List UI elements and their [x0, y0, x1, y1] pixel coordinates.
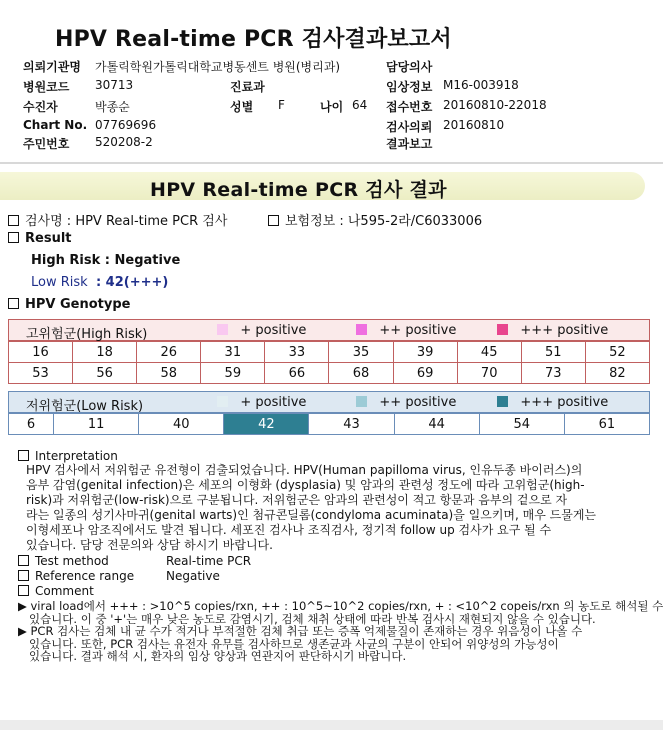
genotype-cell: 45 [457, 342, 521, 363]
header-label: 성별 [230, 100, 254, 114]
genotype-cell: 6 [9, 414, 54, 435]
reference-range: Reference range [18, 569, 134, 583]
table-row [9, 414, 650, 435]
genotype-cell: 43 [309, 414, 394, 435]
genotype-heading: HPV Genotype [8, 297, 130, 312]
genotype-cell: 68 [329, 363, 393, 384]
interpretation-line: HPV 검사에서 저위험군 유전형이 검출되었습니다. HPV(Human papilloma virus, 인유두종 바이러스)의 [26, 463, 583, 477]
legend-swatch [356, 396, 367, 407]
footer-band [0, 720, 663, 730]
genotype-cell: 56 [73, 363, 137, 384]
comment-line: 있습니다. 이 중 '+'는 매우 낮은 농도로 감염시기, 검체 채취 상태에 따라 반복 검사시 재현되지 않을 수 있습니다. [18, 611, 596, 626]
interpretation-line: 있습니다. 담당 전문의와 상담 하시기 바랍니다. [26, 538, 273, 552]
legend-swatch [217, 324, 228, 335]
checkbox-square-icon [8, 215, 19, 226]
genotype-cell: 39 [393, 342, 457, 363]
genotype-cell: 82 [585, 363, 649, 384]
header-label: 수진자 [23, 100, 58, 114]
genotype-cell: 35 [329, 342, 393, 363]
checkbox-square-icon [18, 555, 29, 566]
genotype-cell: 73 [521, 363, 585, 384]
test-method: Test method [18, 554, 109, 568]
interpretation-heading: Interpretation [18, 449, 118, 463]
table-row [9, 363, 650, 384]
comment-line: ▶ PCR 검사는 검체 내 균 수가 적거나 부적절한 검체 취급 또는 증폭 억제물질이 존재하는 경우 위음성이 나올 수 [18, 624, 583, 638]
genotype-cell-positive: 42 [224, 414, 309, 435]
age-value: 64 [352, 98, 368, 112]
high-risk-label: 고위험군(High Risk) [26, 327, 148, 342]
low-risk-header [8, 391, 650, 413]
legend-plus-plus-plus: +++ positive [497, 323, 608, 338]
result-heading: Result [8, 231, 72, 246]
comment-line: ▶ viral load에서 +++ : >10^5 copies/rxn, ++ : 10^5~10^2 copies/rxn, + : <10^2 copeis/rxn 의 농도로 해석될 수 [18, 599, 663, 613]
genotype-cell: 11 [54, 414, 139, 435]
header-value: 20160810-22018 [443, 98, 547, 112]
legend-plus-plus-plus: +++ positive [497, 395, 608, 410]
low-risk-result: Low Risk : 42(+++) [31, 275, 169, 290]
checkbox-square-icon [8, 298, 19, 309]
low-risk-label: 저위험군(Low Risk) [26, 399, 144, 414]
table-row [9, 342, 650, 363]
comment-line: 있습니다. 또한, PCR 검사는 유전자 유무를 검사하므로 생존균과 사균의 구분이 안되어 위양성의 가능성이 [18, 636, 559, 651]
comment-text [18, 599, 663, 663]
interpretation-line: risk)과 저위험군(low-risk)으로 구분됩니다. 저위험군은 암과의 관련성이 적고 항문과 음부의 겉으로 자 [26, 493, 568, 507]
genotype-cell: 26 [137, 342, 201, 363]
header-label: 검사의뢰 [386, 120, 433, 134]
header-value: 520208-2 [95, 135, 153, 149]
header-value: M16-003918 [443, 78, 519, 92]
header-label: 의뢰기관명 [23, 60, 81, 74]
genotype-cell: 44 [394, 414, 479, 435]
genotype-cell: 70 [457, 363, 521, 384]
genotype-cell: 31 [201, 342, 265, 363]
legend-swatch [497, 396, 508, 407]
checkbox-square-icon [18, 585, 29, 596]
header-label: Chart No. [23, 118, 88, 132]
genotype-cell: 16 [9, 342, 73, 363]
genotype-cell: 33 [265, 342, 329, 363]
genotype-cell: 51 [521, 342, 585, 363]
header-value: 30713 [95, 78, 134, 92]
interpretation-line: 음부 감염(genital infection)은 세포의 이형화 (dysplasia) 및 암과의 관련성 정도에 따라 고위험군(high- [26, 478, 585, 492]
genotype-cell: 18 [73, 342, 137, 363]
header-value: F [278, 98, 285, 112]
header-label: 접수번호 [386, 100, 433, 114]
checkbox-square-icon [18, 450, 29, 461]
high-risk-header [8, 319, 650, 341]
genotype-cell: 40 [139, 414, 224, 435]
genotype-cell: 61 [564, 414, 649, 435]
header-label: 병원코드 [23, 80, 70, 94]
high-risk-table [8, 341, 650, 384]
header-label: 임상정보 [386, 80, 433, 94]
legend-plus-plus: ++ positive [356, 323, 456, 338]
header-label: 주민번호 [23, 137, 70, 151]
exam-name: 검사명 : HPV Real-time PCR 검사 [8, 210, 227, 229]
genotype-cell: 59 [201, 363, 265, 384]
checkbox-square-icon [268, 215, 279, 226]
checkbox-square-icon [18, 570, 29, 581]
interpretation-text [26, 463, 638, 553]
legend-swatch [217, 396, 228, 407]
comment-line: 있습니다. 결과 해석 시, 환자의 임상 양상과 연관지어 판단하시기 바랍니다. [18, 649, 407, 663]
header-label: 결과보고 [386, 137, 433, 151]
insurance-info: 보험정보 : 나595-2라/C6033006 [268, 210, 482, 229]
genotype-cell: 69 [393, 363, 457, 384]
age-label: 나이 [320, 100, 344, 114]
legend-swatch [356, 324, 367, 335]
legend-swatch [497, 324, 508, 335]
header-value: 07769696 [95, 118, 157, 132]
high-risk-result: High Risk : Negative [31, 253, 181, 268]
legend-plus: + positive [217, 395, 306, 410]
legend-plus: + positive [217, 323, 306, 338]
header-label: 담당의사 [386, 60, 433, 74]
legend-plus-plus: ++ positive [356, 395, 456, 410]
low-risk-table [8, 413, 650, 435]
genotype-cell: 58 [137, 363, 201, 384]
genotype-cell: 54 [479, 414, 564, 435]
comment-heading: Comment [18, 584, 94, 598]
divider [0, 162, 663, 164]
test-method-value: Real-time PCR [166, 554, 252, 568]
header-value: 20160810 [443, 118, 505, 132]
reference-range-value: Negative [166, 569, 220, 583]
header-value: 가톨릭학원가톨릭대학교병동센트 병원(병리과) [95, 60, 341, 74]
genotype-cell: 53 [9, 363, 73, 384]
section-title: HPV Real-time PCR 검사 결과 [150, 179, 447, 201]
header-label: 진료과 [230, 80, 265, 94]
checkbox-square-icon [8, 232, 19, 243]
genotype-cell: 66 [265, 363, 329, 384]
report-title: HPV Real-time PCR 검사결과보고서 [55, 27, 452, 52]
interpretation-line: 이형세포나 암조직에서도 발견 됩니다. 세포진 검사나 조직검사, 정기적 follow up 검사가 요구 될 수 [26, 523, 552, 537]
header-value: 박종순 [95, 100, 130, 114]
interpretation-line: 라는 일종의 성기사마귀(genital warts)인 첨규콘딜롬(condyloma acuminata)을 일으키며, 매우 드물게는 [26, 508, 597, 522]
genotype-cell: 52 [585, 342, 649, 363]
